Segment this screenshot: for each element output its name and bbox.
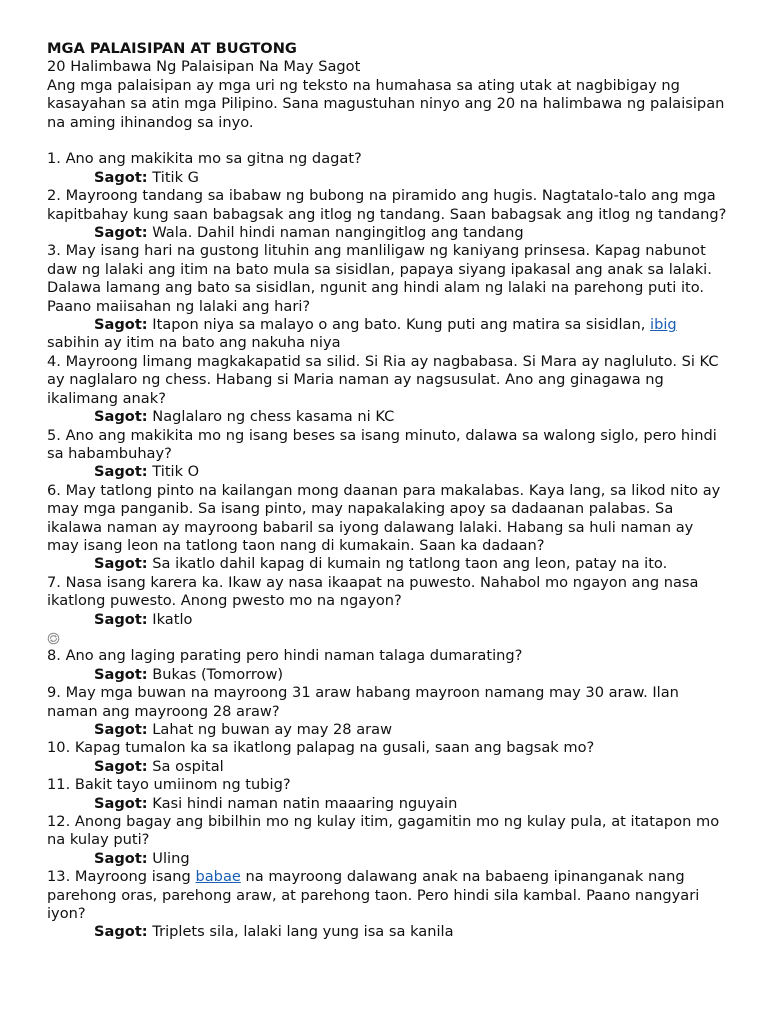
answer-5 (47, 463, 728, 481)
answer-text: Wala. Dahil hindi naman nangingitlog ang tandang (152, 224, 524, 242)
question-1: 1. Ano ang makikita mo sa gitna ng dagat? (47, 150, 362, 168)
answer-text-part-3: sabihin ay itim na bato ang nakuha niya (47, 334, 341, 352)
answer-2 (47, 224, 728, 242)
answer-7 (47, 611, 728, 629)
question-6: 6. May tatlong pinto na kailangan mong daanan para makalabas. Kaya lang, sa likod nito ay may mga panganib. Sa isang pinto, may napakalaking apoy sa dadaanan palabas. Sa ikalawa naman ay mayroong babaril sa iyong dalawang lalaki. Habang sa huli naman ay may isang leon na tatlong taon nang di kumakain. Saan ka dadaan? (47, 481, 721, 554)
answer-text: Kasi hindi naman natin maaaring nguyain (152, 794, 458, 812)
question-4: 4. Mayroong limang magkakapatid sa silid. Si Ria ay nagbabasa. Si Mara ay nagluluto. Si KC ay naglalaro ng chess. Habang si Maria naman ay nagsusulat. Ano ang ginagawa ng ikalimang anak? (47, 352, 719, 407)
question-11: 11. Bakit tayo umiinom ng tubig? (47, 776, 291, 794)
answer-label: Sagot: (94, 555, 148, 573)
answer-text: Ikatlo (152, 610, 193, 628)
answer-text-part-1: Itapon niya sa malayo o ang bato. Kung puti ang matira sa sisidlan, (152, 316, 651, 334)
link-ibig[interactable]: ibig (650, 316, 677, 334)
question-5: 5. Ano ang makikita mo ng isang beses sa isang minuto, dalawa sa walong siglo, pero hindi sa habambuhay? (47, 426, 717, 462)
document-title: MGA PALAISIPAN AT BUGTONG (47, 40, 297, 57)
answer-13 (47, 923, 728, 941)
spacer (47, 132, 728, 150)
answer-1 (47, 169, 728, 187)
answer-label: Sagot: (94, 316, 148, 334)
inline-mark-row (47, 629, 728, 647)
question-12: 12. Anong bagay ang bibilhin mo ng kulay itim, gagamitin mo ng kulay pula, at itatapon mo na kulay puti? (47, 813, 720, 849)
answer-9 (47, 721, 728, 739)
answer-text: Naglalaro ng chess kasama ni KC (152, 408, 395, 426)
question-text-part-1: 13. Mayroong isang (47, 868, 196, 886)
answer-8 (47, 666, 728, 684)
answer-label: Sagot: (94, 463, 148, 481)
answer-text: Bukas (Tomorrow) (152, 665, 284, 683)
answer-text: Sa ospital (152, 757, 224, 775)
answer-text: Titik G (152, 168, 199, 186)
answer-text: Uling (152, 849, 190, 867)
answer-label: Sagot: (94, 610, 148, 628)
answer-12 (47, 850, 728, 868)
answer-label: Sagot: (94, 408, 148, 426)
answer-label: Sagot: (94, 168, 148, 186)
answer-label: Sagot: (94, 849, 148, 867)
question-3: 3. May isang hari na gustong lituhin ang manliligaw ng kaniyang prinsesa. Kapag nabunot daw ng lalaki ang itim na bato mula sa sisidlan, papaya siyang ipakasal ang anak sa lalaki. Dalawa lamang ang bato sa sisidlan, ngunit ang hindi alam ng lalaki na parehong puti ito. Paano maiisahan ng lalaki ang hari? (47, 242, 712, 315)
question-2: 2. Mayroong tandang sa ibabaw ng bubong na piramido ang hugis. Nagtatalo-talo ang mga kapitbahay kung saan babagsak ang itlog ng tandang. Saan babagsak ang itlog ng tandang? (47, 187, 727, 223)
question-9: 9. May mga buwan na mayroong 31 araw habang mayroon namang may 30 araw. Ilan naman ang mayroong 28 araw? (47, 684, 679, 720)
document-subtitle: 20 Halimbawa Ng Palaisipan Na May Sagot (47, 58, 361, 76)
answer-6 (47, 555, 728, 573)
answer-3 (47, 316, 728, 353)
question-10: 10. Kapag tumalon ka sa ikatlong palapag na gusali, saan ang bagsak mo? (47, 739, 595, 757)
answer-label: Sagot: (94, 224, 148, 242)
link-babae[interactable]: babae (195, 868, 241, 886)
answer-label: Sagot: (94, 721, 148, 738)
question-13 (47, 868, 728, 923)
loop-arrows-icon (47, 632, 60, 645)
question-8: 8. Ano ang laging parating pero hindi naman talaga dumarating? (47, 647, 523, 665)
answer-label: Sagot: (94, 665, 148, 683)
answer-11 (47, 795, 728, 813)
answer-label: Sagot: (94, 794, 148, 812)
question-text-part-3: na mayroong dalawang anak na babaeng ipinanganak nang parehong oras, parehong araw, at parehong taon. Pero hindi sila kambal. Paano nangyari iyon? (47, 868, 700, 923)
answer-text: Lahat ng buwan ay may 28 araw (152, 721, 393, 738)
document-intro: Ang mga palaisipan ay mga uri ng teksto na humahasa sa ating utak at nagbibigay ng kasayahan sa atin mga Pilipino. Sana magustuhan ninyo ang 20 na halimbawa ng palaisipan na aming ihinandog sa inyo. (47, 76, 725, 131)
question-7: 7. Nasa isang karera ka. Ikaw ay nasa ikaapat na puwesto. Nahabol mo ngayon ang nasa ikatlong puwesto. Anong pwesto mo na ngayon? (47, 573, 699, 610)
answer-label: Sagot: (94, 923, 148, 941)
answer-4 (47, 408, 728, 426)
answer-text: Triplets sila, lalaki lang yung isa sa kanila (152, 923, 454, 941)
answer-label: Sagot: (94, 757, 148, 775)
answer-text: Sa ikatlo dahil kapag di kumain ng tatlong taon ang leon, patay na ito. (152, 555, 668, 573)
answer-10 (47, 758, 728, 776)
answer-text: Titik O (152, 463, 200, 481)
